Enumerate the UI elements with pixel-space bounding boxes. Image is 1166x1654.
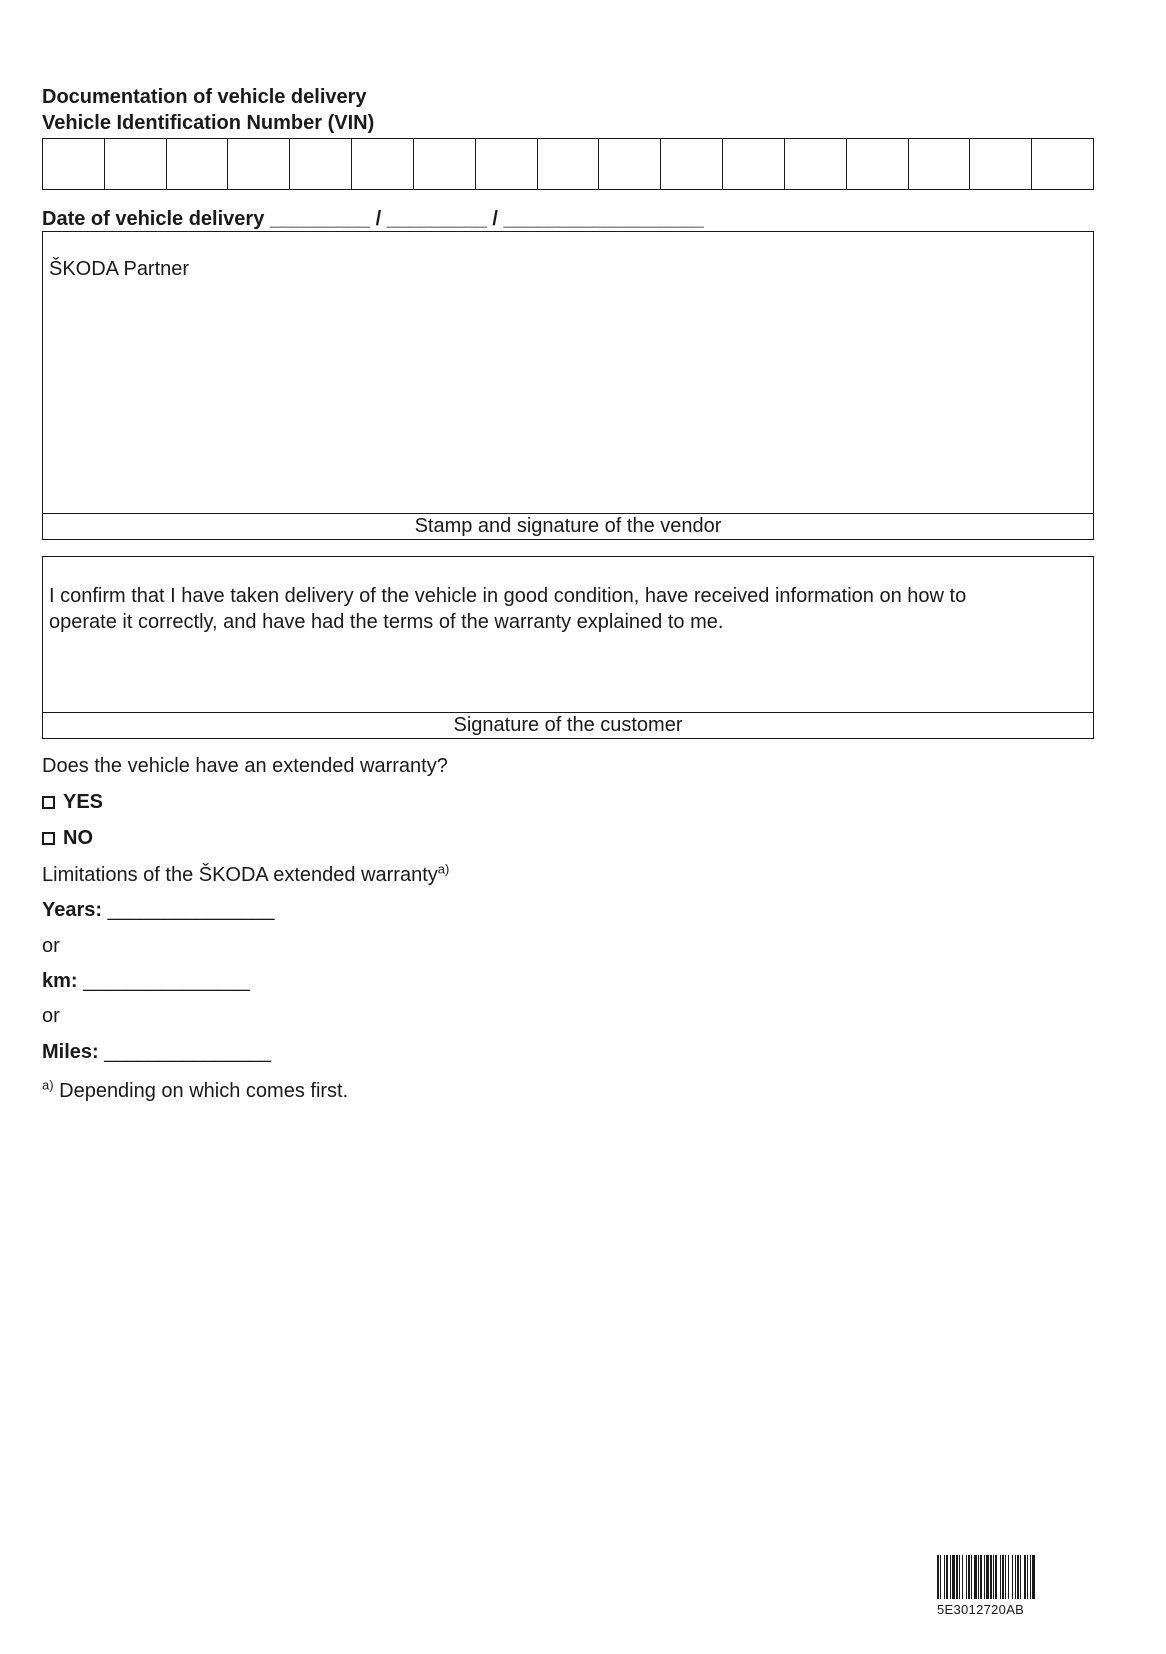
km-row <box>42 968 250 994</box>
delivery-date-year-blank[interactable]: __________________ <box>503 208 704 230</box>
checkbox-no[interactable] <box>42 832 55 845</box>
vin-cell[interactable] <box>43 139 105 189</box>
customer-signature-caption: Signature of the customer <box>43 712 1093 738</box>
vin-cell[interactable] <box>1032 139 1093 189</box>
vin-label: Vehicle Identification Number (VIN) <box>42 112 375 134</box>
delivery-date-day-blank[interactable]: _________ <box>269 208 370 230</box>
barcode-number: 5E3012720AB <box>937 1602 1025 1617</box>
date-separator: / <box>492 208 498 230</box>
delivery-date-row <box>42 206 704 232</box>
vin-cell[interactable] <box>105 139 167 189</box>
miles-label: Miles: <box>42 1041 99 1063</box>
vin-cell[interactable] <box>228 139 290 189</box>
date-separator: / <box>375 208 382 230</box>
vin-cell[interactable] <box>476 139 538 189</box>
vin-cell[interactable] <box>290 139 352 189</box>
warranty-question: Does the vehicle have an extended warranty? <box>42 755 448 777</box>
confirmation-text-line1: I confirm that I have taken delivery of the vehicle in good condition, have received information on how to <box>49 585 967 607</box>
option-yes-label: YES <box>63 791 104 813</box>
or-text: or <box>42 935 60 957</box>
vendor-signature-caption: Stamp and signature of the vendor <box>43 513 1093 539</box>
or-text: or <box>42 1005 60 1027</box>
footnote-text: Depending on which comes first. <box>59 1080 349 1102</box>
years-label: Years: <box>42 899 103 921</box>
delivery-date-label: Date of vehicle delivery <box>42 208 265 230</box>
option-yes[interactable] <box>42 789 103 815</box>
delivery-date-month-blank[interactable]: _________ <box>386 208 487 230</box>
vin-cell[interactable] <box>167 139 229 189</box>
limitations-row <box>42 862 449 888</box>
footnote <box>42 1078 348 1104</box>
miles-row <box>42 1039 271 1065</box>
years-blank[interactable]: _______________ <box>107 899 275 921</box>
vendor-stamp-box[interactable] <box>42 231 1094 540</box>
customer-signature-box[interactable] <box>42 556 1094 739</box>
footnote-marker: a) <box>42 1077 54 1093</box>
vin-cell[interactable] <box>723 139 785 189</box>
barcode-icon <box>937 1555 1094 1599</box>
checkbox-yes[interactable] <box>42 796 55 809</box>
vin-input-grid[interactable] <box>42 138 1094 190</box>
option-no-label: NO <box>63 827 93 849</box>
option-no[interactable] <box>42 825 93 851</box>
vin-cell[interactable] <box>352 139 414 189</box>
miles-blank[interactable]: _______________ <box>104 1041 272 1063</box>
vin-cell[interactable] <box>414 139 476 189</box>
vin-cell[interactable] <box>909 139 971 189</box>
km-label: km: <box>42 970 78 992</box>
vin-cell[interactable] <box>599 139 661 189</box>
vin-cell[interactable] <box>661 139 723 189</box>
vin-cell[interactable] <box>847 139 909 189</box>
vin-cell[interactable] <box>785 139 847 189</box>
confirmation-text-line2: operate it correctly, and have had the terms of the warranty explained to me. <box>49 611 724 633</box>
document-title: Documentation of vehicle delivery <box>42 86 367 108</box>
skoda-partner-label: ŠKODA Partner <box>49 258 190 280</box>
vin-cell[interactable] <box>970 139 1032 189</box>
limitations-label: Limitations of the ŠKODA extended warranty <box>42 864 438 886</box>
footnote-marker: a) <box>437 861 450 877</box>
vin-cell[interactable] <box>538 139 600 189</box>
km-blank[interactable]: _______________ <box>83 970 250 992</box>
years-row <box>42 897 274 923</box>
